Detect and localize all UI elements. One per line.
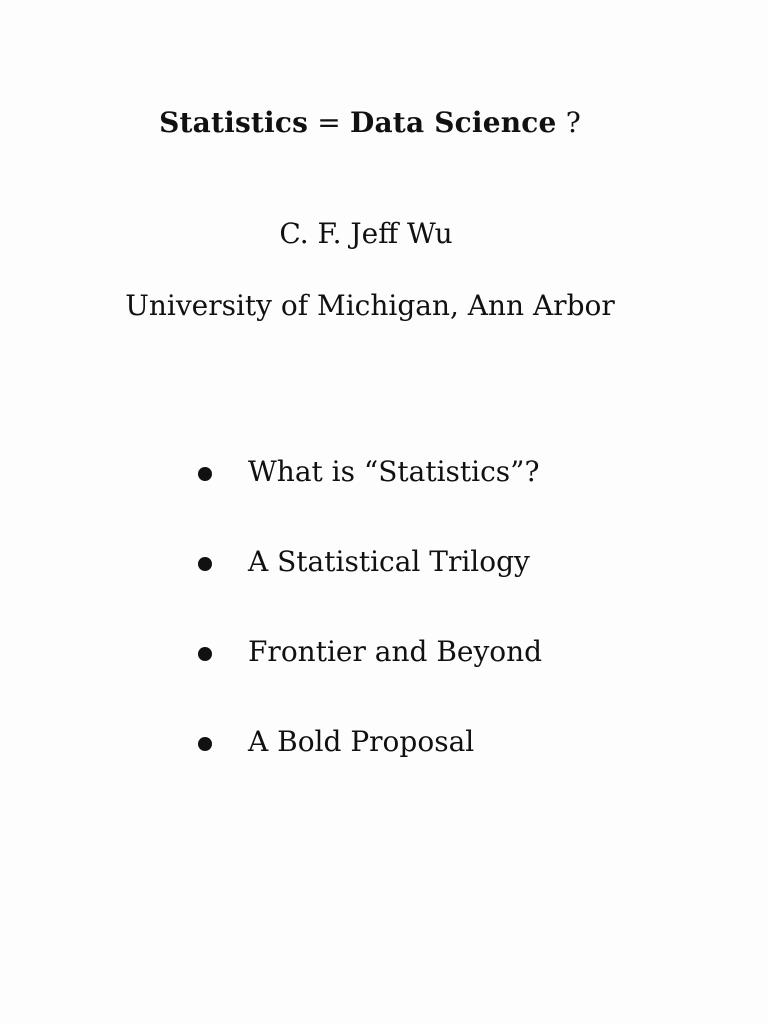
author-name: C. F. Jeff Wu bbox=[279, 217, 453, 250]
bullet-icon bbox=[198, 467, 212, 481]
outline-item-text: Frontier and Beyond bbox=[248, 635, 543, 668]
outline-item-text: A Statistical Trilogy bbox=[248, 545, 530, 578]
outline-item-text: A Bold Proposal bbox=[248, 725, 475, 758]
title-question-mark: ? bbox=[565, 106, 581, 139]
bullet-icon bbox=[198, 557, 212, 571]
bullet-icon bbox=[198, 647, 212, 661]
title-part-statistics: Statistics bbox=[159, 106, 309, 139]
title-part-data-science: Data Science bbox=[349, 106, 557, 139]
title-equals-sign: = bbox=[317, 106, 341, 139]
outline-item-text: What is “Statistics”? bbox=[248, 455, 540, 488]
author-affiliation: University of Michigan, Ann Arbor bbox=[125, 289, 615, 322]
bullet-icon bbox=[198, 737, 212, 751]
slide-title bbox=[0, 103, 740, 143]
